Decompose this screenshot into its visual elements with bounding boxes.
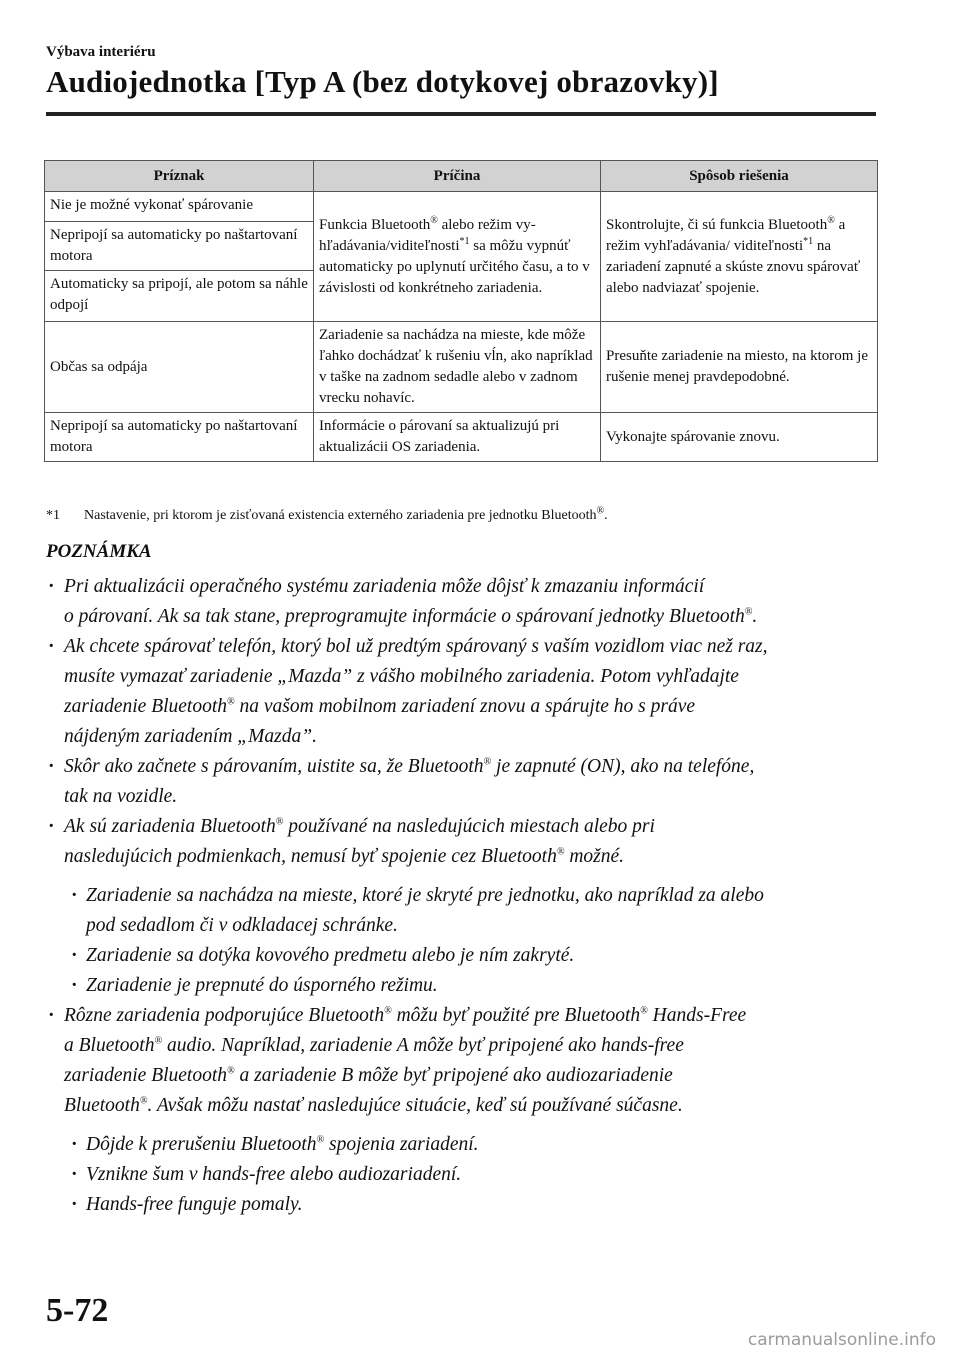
table-row <box>45 192 878 222</box>
title-rule <box>46 112 876 116</box>
symptom-cell: Nie je možné vykonať spárovanie <box>45 192 314 222</box>
footnote: *1 Nastavenie, pri ktorom je zisťovaná existencia externého zariadenia pre jednotku Bluetooth®. <box>46 505 608 523</box>
sub-list-item: · Zariadenie sa nachádza na mieste, ktoré je skryté pre jednotku, ako napríklad za alebo pod sedadlom či v odkladacej schránke. <box>46 881 886 941</box>
cause-cell: Zariadenie sa nachádza na mieste, kde môže ľahko dochádzať k rušeniu vĺn, ako napríklad v taške na zadnom sedadle alebo v zadnom vrecku nohavíc. <box>314 322 601 413</box>
solution-cell: Presuňte zariadenie na miesto, na ktorom je rušenie menej pravdepodobné. <box>601 322 878 413</box>
notes-list <box>46 572 886 1220</box>
symptom-cell: Automaticky sa pripojí, ale potom sa náhle odpojí <box>45 271 314 322</box>
symptom-cell: Nepripojí sa automaticky po naštartovaní motora <box>45 222 314 271</box>
solution-cell: Skontrolujte, či sú funkcia Bluetooth® a režim vyhľadávania/ viditeľnosti$^{*1}$ na zariadení zapnuté a skúste znovu spárovať alebo nadviazať spojenie. <box>601 192 878 322</box>
sub-list-item: · Dôjde k prerušeniu Bluetooth® spojenia zariadení. <box>46 1130 886 1160</box>
cause-cell: Informácie o párovaní sa aktualizujú pri aktualizácii OS zariadenia. <box>314 413 601 462</box>
page-title: Audiojednotka [Typ A (bez dotykovej obrazovky)] <box>46 64 719 99</box>
solution-cell: Vykonajte spárovanie znovu. <box>601 413 878 462</box>
section-label: Výbava interiéru <box>46 44 156 60</box>
list-item: · Ak chcete spárovať telefón, ktorý bol už predtým spárovaný s vaším vozidlom viac než raz, musíte vymazať zariadenie „Mazda” z vášho mobilného zariadenia. Potom vyhľadajte zariadenie Bluetooth® na vašom mobilnom zariadení znovu a spárujte ho s práve nájdeným zariadením „Mazda”. <box>46 632 886 752</box>
page-number: 5-72 <box>46 1292 109 1329</box>
list-item: · Pri aktualizácii operačného systému zariadenia môže dôjsť k zmazaniu informácií o párovaní. Ak sa tak stane, preprogramujte informácie o spárovaní jednotky Bluetooth®. <box>46 572 886 632</box>
list-item: · Skôr ako začnete s párovaním, uistite sa, že Bluetooth® je zapnuté (ON), ako na telefóne, tak na vozidle. <box>46 752 886 812</box>
list-item: · Rôzne zariadenia podporujúce Bluetooth® môžu byť použité pre Bluetooth® Hands-Free a Bluetooth® audio. Napríklad, zariadenie A môže byť pripojené ako hands-free zariadenie Bluetooth® a zariadenie B môže byť pripojené ako audiozariadenie Bluetooth®. Avšak môžu nastať nasledujúce situácie, keď sú používané súčasne. <box>46 1001 886 1121</box>
symptom-cell: Nepripojí sa automaticky po naštartovaní motora <box>45 413 314 462</box>
sub-list-item: · Zariadenie je prepnuté do úsporného režimu. <box>46 971 886 1001</box>
header-solution: Spôsob riešenia <box>601 161 878 192</box>
troubleshooting-table <box>44 160 878 462</box>
sub-list-item: · Hands-free funguje pomaly. <box>46 1190 886 1220</box>
list-item: · Ak sú zariadenia Bluetooth® používané na nasledujúcich miestach alebo pri nasledujúcich podmienkach, nemusí byť spojenie cez Bluetooth® možné. <box>46 812 886 872</box>
table-row <box>45 322 878 413</box>
watermark: carmanualsonline.info <box>747 1330 936 1350</box>
cause-cell: Funkcia Bluetooth® alebo režim vyhľadávania/viditeľnosti$^{*1}$ sa môžu vypnúť automaticky po uplynutí určitého času, a to v závislosti od konkrétneho zariadenia. <box>314 192 601 322</box>
sub-list-item: · Zariadenie sa dotýka kovového predmetu alebo je ním zakryté. <box>46 941 886 971</box>
notes-heading: POZNÁMKA <box>46 541 152 562</box>
sub-list-item: · Vznikne šum v hands-free alebo audiozariadení. <box>46 1160 886 1190</box>
table-header-row <box>45 161 878 192</box>
table-row <box>45 413 878 462</box>
symptom-cell: Občas sa odpája <box>45 322 314 413</box>
header-symptom: Príznak <box>45 161 314 192</box>
header-cause: Príčina <box>314 161 601 192</box>
